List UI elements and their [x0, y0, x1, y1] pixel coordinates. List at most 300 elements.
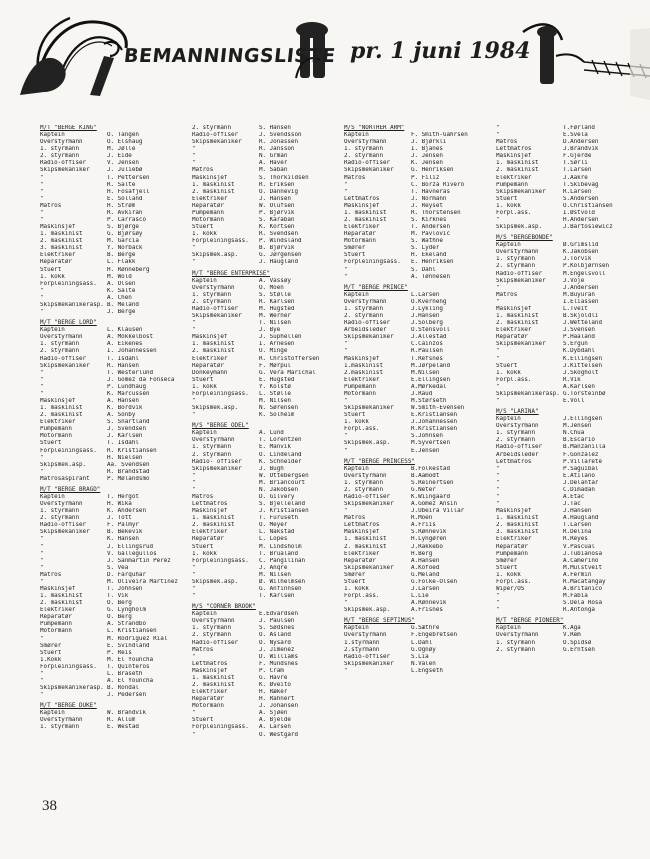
crew-role: 1. styrmann [192, 625, 232, 632]
crew-role: Motormann [344, 238, 376, 245]
crew-name: G. Vera Marichal [259, 369, 316, 376]
crew-role: Radio-offiser [496, 270, 543, 277]
crew-name: G.Folke-Olsen [411, 578, 458, 585]
crew-name: J. Suphellen [259, 334, 302, 341]
crew-role: " [192, 160, 196, 167]
crew-role: Skipsmekanikerasp. [40, 301, 104, 308]
crew-row [344, 132, 500, 139]
crew-name: O. Nysård [259, 639, 291, 646]
crew-role: 1. maskinist [496, 313, 539, 320]
crew-name: I.Eliassen [563, 298, 599, 305]
crew-role: Kaptein [192, 430, 217, 437]
crew-role: Overstyrmann [40, 139, 83, 146]
crew-row [496, 356, 650, 363]
crew-name: P. Bjørvik [259, 209, 295, 216]
crew-row [344, 607, 500, 614]
crew-row [344, 196, 500, 203]
crew-row [344, 299, 500, 306]
crew-role: Kaptein [344, 132, 369, 139]
crew-row [40, 448, 196, 455]
crew-row [344, 544, 500, 551]
crew-role: Forpleiningsass. [40, 447, 97, 454]
crew-role: Radio-offiser [40, 522, 87, 529]
crew-name: T. Karlsen [259, 593, 295, 600]
crew-role: " [192, 327, 196, 334]
crew-row [496, 299, 650, 306]
crew-row [496, 363, 650, 370]
crew-name: J.Johannessen [411, 419, 458, 426]
crew-name: R. Christoffersen [259, 355, 320, 362]
crew-row [496, 501, 650, 508]
crew-role: " [344, 433, 348, 440]
crew-role: Skipsmekaniker [40, 167, 90, 174]
crew-role: Skipsmekaniker [40, 529, 90, 536]
crew-name: F.Gjerde [563, 153, 592, 160]
crew-row [496, 416, 650, 423]
crew-name: H. Wika [107, 501, 132, 508]
crew-row [344, 334, 500, 341]
crew-role: Overstyrmann [192, 437, 235, 444]
crew-name: L.Larsen [411, 291, 440, 298]
crew-role: " [192, 245, 196, 252]
crew-row [344, 391, 500, 398]
crew-row [344, 440, 500, 447]
crew-row [344, 217, 500, 224]
crew-role: " [496, 348, 500, 355]
crew-role: " [192, 397, 196, 404]
crew-name: L. Braseth [107, 670, 143, 677]
crew-role: Kaptein [496, 625, 521, 632]
crew-name: P. Cram [259, 667, 284, 674]
crew-role: Smører [344, 245, 366, 252]
crew-row [192, 175, 348, 182]
crew-row [192, 480, 348, 487]
crew-role: 1. styrmann [192, 444, 232, 451]
crew-row [192, 522, 348, 529]
crew-name: R. Kristiansen [107, 447, 157, 454]
crew-name: M. Jølle [107, 146, 136, 153]
crew-role: Kaptein [40, 132, 65, 139]
crew-name: E.Kristiansen [411, 412, 458, 419]
crew-row [496, 341, 650, 348]
crew-row [344, 586, 500, 593]
crew-role: 1. styrmann [192, 291, 232, 298]
crew-row [40, 267, 196, 274]
crew-name: T.Larsen [563, 522, 592, 529]
crew-role: Kaptein [496, 416, 521, 423]
crew-row [192, 586, 348, 593]
crew-name: S. Vea [107, 564, 129, 571]
crew-row [40, 664, 196, 671]
crew-row [40, 501, 196, 508]
crew-name: H.Berg [411, 550, 433, 557]
crew-role: 1. maskinist [192, 515, 235, 522]
crew-role: 2. maskinist [496, 167, 539, 174]
crew-name: L. Stølle [259, 390, 291, 397]
crew-row [40, 710, 196, 717]
crew-row [192, 320, 348, 327]
crew-name: R. Avkiran [107, 209, 143, 216]
crew-role: Maskinsjef [192, 174, 228, 181]
crew-name: S.Andersen [563, 195, 599, 202]
crew-name: G.Erntsen [563, 646, 595, 653]
crew-role: " [192, 146, 196, 153]
crew-row [344, 654, 500, 661]
crew-name: H. Ræker [259, 689, 288, 696]
crew-name: J.Voje [563, 277, 585, 284]
crew-row [496, 522, 650, 529]
crew-row [192, 203, 348, 210]
crew-row [40, 175, 196, 182]
crew-name: E.Jensen [411, 447, 440, 454]
crew-role: " [344, 266, 348, 273]
crew-role: " [496, 397, 500, 404]
crew-role: 2. maskinist [496, 522, 539, 529]
crew-role: Radio-offiser [192, 305, 239, 312]
crew-row [344, 153, 500, 160]
crew-name: K.Ellingsen [563, 355, 603, 362]
crew-row [344, 466, 500, 473]
crew-role: " [40, 383, 44, 390]
crew-row [40, 146, 196, 153]
crew-list-columns [0, 125, 650, 815]
crew-role: Radio-offiser [496, 444, 543, 451]
crew-name: O. Tangen [107, 132, 139, 139]
crew-name: M. Rodriguez Rial [107, 635, 168, 642]
crew-role: Reparatør [496, 334, 528, 341]
crew-role: " [40, 195, 44, 202]
crew-row [344, 306, 500, 313]
crew-role: Skipsmekaniker [192, 139, 242, 146]
document-date: pr. 1 juni 1984 [350, 38, 531, 64]
crew-name: K. Andersen [107, 508, 147, 515]
crew-row [344, 572, 500, 579]
crew-name: K.Jakobsen [563, 249, 599, 256]
crew-row [496, 377, 650, 384]
crew-name: R. Karlsen [259, 298, 295, 305]
crew-role: Skipsmekaniker [344, 334, 394, 341]
crew-row [344, 327, 500, 334]
crew-row [496, 278, 650, 285]
crew-role: 3. maskinist [496, 529, 539, 536]
crew-row [192, 182, 348, 189]
crew-role: 2. styrmann [496, 263, 536, 270]
crew-role: Matros [344, 174, 366, 181]
crew-name: E.Edvardsen [259, 611, 299, 618]
crew-row [192, 668, 348, 675]
crew-name: A. Hansen [107, 397, 139, 404]
crew-row [40, 334, 196, 341]
crew-name: T.Skibevåg [563, 181, 599, 188]
crew-name: P. Mølandsmo [107, 475, 150, 482]
crew-role: Forpl.ass. [496, 578, 532, 585]
crew-name: K. Marcussen [107, 390, 150, 397]
crew-row [496, 565, 650, 572]
crew-name: J.Svensen [563, 327, 595, 334]
crew-row [40, 196, 196, 203]
crew-role: 2. styrmann [344, 486, 384, 493]
crew-name: O. Lindeland [259, 451, 302, 458]
crew-role: Radio-offiser [40, 355, 87, 362]
crew-name: J. Sanmartin Perez [107, 557, 171, 564]
crew-role: Smører [344, 571, 366, 578]
crew-role: Pumpemann [192, 209, 224, 216]
crew-role: Matros [192, 646, 214, 653]
crew-row [496, 452, 650, 459]
crew-role: " [192, 586, 196, 592]
crew-role: 2. styrmann [40, 348, 80, 355]
crew-row [496, 466, 650, 473]
crew-role: Reparatør [344, 557, 376, 564]
crew-role: " [192, 731, 196, 738]
crew-role: " [496, 493, 500, 500]
crew-role: " [40, 376, 44, 383]
crew-row [496, 625, 650, 632]
crew-role: Elektriker [496, 327, 532, 334]
crew-row [192, 565, 348, 572]
crew-role: Radio-offiser [344, 160, 391, 167]
crew-row [344, 189, 500, 196]
crew-role: Matros [496, 291, 518, 298]
crew-row [40, 139, 196, 146]
crew-role: Reparatør [192, 696, 224, 703]
crew-row [40, 341, 196, 348]
crew-row [496, 249, 650, 256]
crew-name: J.Andersen [563, 284, 599, 291]
crew-row [192, 412, 348, 419]
crew-role: " [192, 412, 196, 419]
crew-role: Overstyrmann [192, 618, 235, 625]
crew-name: A. Bjelde [259, 717, 291, 724]
crew-name: A.Kofoed [411, 564, 440, 571]
crew-name: R.Delina [563, 529, 592, 536]
crew-row [192, 327, 348, 334]
crew-name: B. Bekevik [107, 529, 143, 536]
crew-role: 1. maskinist [344, 209, 387, 216]
crew-role: Overstyrmann [344, 472, 387, 479]
crew-row [192, 544, 348, 551]
crew-role: " [496, 125, 500, 131]
crew-name: J.Larsen [411, 586, 440, 592]
crew-role: Radio-offiser [344, 320, 391, 327]
crew-role: Forpleiningsass. [192, 557, 249, 564]
crew-name: L. Nakstad [259, 529, 295, 536]
crew-name: J.Aakre [563, 174, 588, 181]
crew-name: H. Strøm [107, 202, 136, 209]
crew-row [496, 196, 650, 203]
crew-row [496, 167, 650, 174]
crew-name: A.Camerino [563, 557, 599, 564]
crew-role: Overstyrmann [496, 423, 539, 430]
crew-name: E. Hugsted [259, 376, 295, 383]
crew-row [192, 661, 348, 668]
crew-role: Maskinsjef [192, 508, 228, 515]
crew-name: K.Aga [563, 625, 581, 632]
crew-role: Skipsmek.asp. [344, 440, 391, 447]
crew-name: P.Haaland [563, 334, 595, 341]
crew-role: " [192, 710, 196, 717]
crew-role: 1. maskinist [192, 674, 235, 681]
crew-role: Stuert [344, 412, 366, 419]
crew-role: Lettmatros [496, 458, 532, 465]
crew-role: " [344, 447, 348, 454]
crew-row [40, 476, 196, 483]
crew-role: " [192, 593, 196, 600]
crew-role: Matros [40, 202, 62, 209]
crew-name: O. Berg [107, 614, 132, 621]
crew-name: A. Eikenes [107, 341, 143, 348]
crew-name: T. Havnerås [411, 188, 451, 195]
crew-name: E.Atilano [563, 472, 595, 479]
crew-row [40, 384, 196, 391]
crew-role: Lettmatros [344, 522, 380, 529]
crew-name: R.Reyes [563, 536, 588, 543]
crew-role: Elektriker [344, 376, 380, 383]
crew-row [496, 487, 650, 494]
ship-heading: M/S "BERGEBONDE" [496, 235, 553, 242]
crew-name: L. Lopes [259, 536, 288, 543]
crew-row [496, 217, 650, 224]
crew-name: M.Jensen [563, 423, 592, 430]
crew-role: Elektriker [344, 550, 380, 557]
crew-role: " [344, 508, 348, 515]
crew-role: Skipsmek.asp. [192, 252, 239, 259]
crew-name: I. Johannessen [107, 348, 157, 355]
crew-row [344, 600, 500, 607]
crew-name: G. Henriksen [411, 167, 454, 174]
crew-row [192, 210, 348, 217]
crew-row [496, 558, 650, 565]
crew-name: A.Mørkedal [411, 383, 447, 390]
crew-name: M.Engelsvoll [563, 270, 606, 277]
crew-role: Maskinsjef [496, 305, 532, 312]
crew-role: Overstyrmann [40, 717, 83, 724]
ship-heading: M/T "BERGE PIONEER" [496, 618, 564, 625]
crew-row [40, 217, 196, 224]
crew-name: S. Karaban [259, 217, 295, 224]
crew-name: J.Bartosiewicz [563, 224, 613, 231]
crew-name: S. Bjelleland [259, 501, 306, 508]
crew-role: " [40, 543, 44, 550]
crew-role: Radio-offiser [40, 160, 87, 167]
crew-role: Forpleiningsass. [192, 238, 249, 245]
crew-row [496, 242, 650, 249]
crew-name: J.Tac [563, 501, 581, 508]
crew-name: A.Hansen [411, 557, 440, 564]
crew-name: V. Gallegullos [107, 550, 157, 557]
crew-name: A. Vassøy [259, 277, 291, 284]
crew-role: " [496, 383, 500, 390]
crew-row [40, 426, 196, 433]
crew-role: Kaptein [40, 493, 65, 500]
crew-row [192, 231, 348, 238]
crew-role: " [496, 217, 500, 224]
crew-row [496, 146, 650, 153]
crew-row [40, 643, 196, 650]
crew-name: S. Hansen [259, 125, 291, 131]
crew-row [40, 398, 196, 405]
ship-heading: M/T "BERGE DUKE" [40, 703, 97, 710]
crew-row [496, 640, 650, 647]
crew-name: R.Moen [411, 515, 433, 522]
crew-name: D. Williams [259, 653, 299, 660]
crew-name: P.Kolbjørnsen [563, 263, 610, 270]
crew-name: A.Fermin [563, 571, 592, 578]
crew-row [344, 529, 500, 536]
crew-role: Lettmatros [192, 501, 228, 508]
crew-role: " [344, 273, 348, 280]
crew-name: G. Jørgensen [259, 252, 302, 259]
crew-name: A. Lund [259, 430, 284, 437]
crew-row [344, 473, 500, 480]
crew-role: " [40, 692, 44, 699]
crew-role: " [192, 564, 196, 571]
crew-row [344, 160, 500, 167]
crew-row [40, 671, 196, 678]
crew-role: 1. styrmann [40, 341, 80, 348]
crew-name: J. Bugh [259, 465, 284, 472]
crew-name: A.Britanico [563, 586, 603, 592]
crew-name: S. Stølle [259, 291, 291, 298]
crew-role: " [40, 578, 44, 585]
crew-row [496, 285, 650, 292]
crew-role: Skipsmek.asp. [344, 607, 391, 614]
crew-name: A. Tønnesen [411, 273, 451, 280]
crew-row [40, 274, 196, 281]
crew-row [40, 419, 196, 426]
crew-role: 2. styrmann [344, 313, 384, 320]
crew-row [192, 217, 348, 224]
crew-row [192, 487, 348, 494]
crew-role: " [40, 390, 44, 397]
crew-row [192, 466, 348, 473]
crew-role: Forpleiningsass. [344, 259, 401, 266]
crew-row [344, 292, 500, 299]
crew-role: 1. kokk [496, 369, 521, 376]
crew-row [40, 391, 196, 398]
crew-name: K. Kortsen [259, 224, 295, 231]
crew-role: Maskinsjef [192, 334, 228, 341]
crew-name: J. Johansen [259, 703, 299, 710]
crew-row [40, 572, 196, 579]
crew-role: Pumpemann [40, 621, 72, 628]
crew-role: 1. maskinist [40, 405, 83, 412]
crew-row [344, 320, 500, 327]
crew-name: B.Folkestad [411, 465, 451, 472]
crew-role: 2. styrmann [344, 153, 384, 160]
crew-name: A.Friis [411, 522, 436, 529]
crew-name: J. Ellingsrud [107, 543, 154, 550]
crew-role: 2. styrmann [192, 125, 232, 131]
crew-role: Forpl.ass. [344, 593, 380, 600]
crew-name: R. Svendsen [259, 231, 299, 238]
crew-role: " [496, 355, 500, 362]
crew-row [496, 536, 650, 543]
crew-role: Kaptein [344, 465, 369, 472]
crew-name: J.Delantar [563, 479, 599, 486]
crew-row [496, 348, 650, 355]
crew-name: C.Dimadan [563, 486, 595, 493]
crew-row [496, 125, 650, 132]
crew-name: L.Dahl [411, 639, 433, 646]
crew-role: Pumpemann [344, 383, 376, 390]
crew-name: V. Jensen [107, 160, 139, 167]
ship-heading: M/S "CORNER BROOK" [192, 604, 256, 611]
crew-row [40, 614, 196, 621]
crew-role: Stuert [192, 376, 214, 383]
crew-role: " [496, 501, 500, 508]
crew-role: 2. maskinist [192, 682, 235, 689]
